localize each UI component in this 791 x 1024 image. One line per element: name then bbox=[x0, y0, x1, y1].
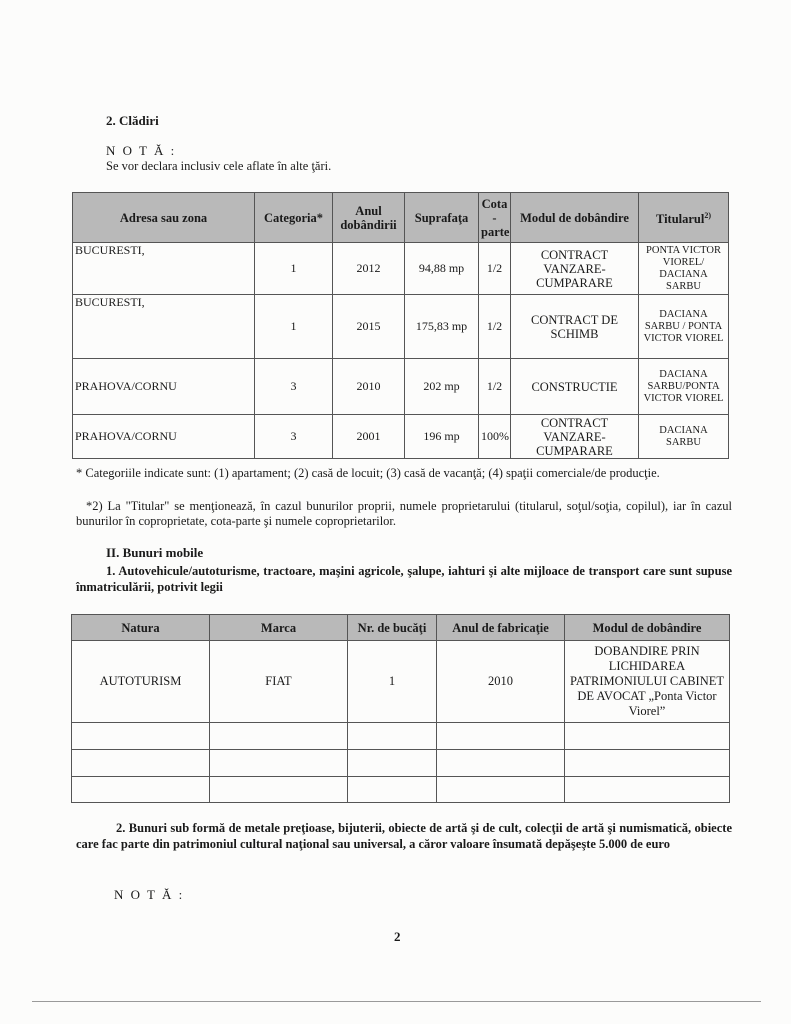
header-nr: Nr. de bucăţi bbox=[348, 615, 437, 641]
cell-an: 2010 bbox=[437, 641, 565, 723]
table-row bbox=[73, 415, 729, 459]
cell-modul: CONTRACT DE SCHIMB bbox=[511, 295, 639, 359]
cell-suprafata: 175,83 mp bbox=[405, 295, 479, 359]
cell-categoria: 1 bbox=[255, 295, 333, 359]
cladiri-header-row bbox=[73, 193, 729, 243]
bottom-rule bbox=[32, 1001, 761, 1002]
header-titularul-text: Titularul bbox=[655, 212, 705, 227]
cell-anul: 2015 bbox=[333, 295, 405, 359]
cell-cota: 1/2 bbox=[479, 243, 511, 295]
cell-suprafata: 196 mp bbox=[405, 415, 479, 459]
table-row-empty bbox=[72, 723, 730, 750]
cell-titular: PONTA VICTOR VIOREL/ DACIANA SARBU bbox=[639, 243, 729, 295]
section-title-bunuri: 2. Bunuri sub formă de metale preţioase, bijuterii, obiecte de artă şi de cult, colecţii de artă şi numismatică, obiecte care fac parte din patrimoniul cultural naţional sau universal, a căror valoare însumată depăşeşte 5.000 de euro bbox=[76, 821, 732, 851]
table-row-empty bbox=[72, 777, 730, 803]
header-anul: Anul dobândirii bbox=[333, 193, 405, 243]
header-categoria: Categoria* bbox=[255, 193, 333, 243]
cell-adresa: PRAHOVA/CORNU bbox=[73, 359, 255, 415]
cell-titular: DACIANA SARBU / PONTA VICTOR VIOREL bbox=[639, 295, 729, 359]
table-row bbox=[73, 295, 729, 359]
cell-anul: 2012 bbox=[333, 243, 405, 295]
header-natura: Natura bbox=[72, 615, 210, 641]
page-number: 2 bbox=[394, 929, 401, 944]
cell-adresa: BUCURESTI, bbox=[73, 295, 255, 359]
cell-categoria: 1 bbox=[255, 243, 333, 295]
header-titularul-sup: 2) bbox=[704, 210, 712, 220]
cell-natura: AUTOTURISM bbox=[72, 641, 210, 723]
cell-suprafata: 202 mp bbox=[405, 359, 479, 415]
nota-text: Se vor declara inclusiv cele aflate în alte ţări. bbox=[106, 159, 332, 173]
cell-modul: CONTRACT VANZARE-CUMPARARE bbox=[511, 415, 639, 459]
cladiri-table bbox=[72, 192, 729, 459]
table-row bbox=[73, 359, 729, 415]
cell-cota: 100% bbox=[479, 415, 511, 459]
header-suprafata: Suprafaţa bbox=[405, 193, 479, 243]
header-modul-auto: Modul de dobândire bbox=[565, 615, 730, 641]
cell-adresa: PRAHOVA/CORNU bbox=[73, 415, 255, 459]
cell-nr: 1 bbox=[348, 641, 437, 723]
header-titularul bbox=[639, 193, 729, 243]
cell-anul: 2010 bbox=[333, 359, 405, 415]
cell-suprafata: 94,88 mp bbox=[405, 243, 479, 295]
header-modul: Modul de dobândire bbox=[511, 193, 639, 243]
cell-marca: FIAT bbox=[210, 641, 348, 723]
nota-label-bunuri: N O T Ă : bbox=[114, 887, 185, 902]
cell-cota: 1/2 bbox=[479, 295, 511, 359]
cell-adresa: BUCURESTI, bbox=[73, 243, 255, 295]
auto-header-row bbox=[72, 615, 730, 641]
auto-table bbox=[71, 614, 730, 803]
table-row bbox=[72, 641, 730, 723]
header-marca: Marca bbox=[210, 615, 348, 641]
table-row-empty bbox=[72, 750, 730, 777]
nota-label: N O T Ă : bbox=[106, 143, 177, 158]
cell-titular: DACIANA SARBU bbox=[639, 415, 729, 459]
cell-categoria: 3 bbox=[255, 359, 333, 415]
cell-anul: 2001 bbox=[333, 415, 405, 459]
header-cota: Cota - parte bbox=[479, 193, 511, 243]
header-an: Anul de fabricaţie bbox=[437, 615, 565, 641]
cell-categoria: 3 bbox=[255, 415, 333, 459]
cell-modul: CONSTRUCTIE bbox=[511, 359, 639, 415]
section-title-cladiri: 2. Clădiri bbox=[106, 113, 159, 128]
footnote-categorii: * Categoriile indicate sunt: (1) apartament; (2) casă de locuit; (3) casă de vacanţă; (4) spaţii comerciale/de producţie. bbox=[76, 466, 660, 480]
cell-titular: DACIANA SARBU/PONTA VICTOR VIOREL bbox=[639, 359, 729, 415]
footnote-titular: *2) La "Titular" se menţionează, în cazul bunurilor proprii, numele proprietarului (titularul, soţul/soţia, copilul), iar în cazul bunurilor în coproprietate, cota-parte şi numele coproprietarilor. bbox=[76, 499, 732, 528]
cell-cota: 1/2 bbox=[479, 359, 511, 415]
table-row bbox=[73, 243, 729, 295]
cell-modul: CONTRACT VANZARE-CUMPARARE bbox=[511, 243, 639, 295]
header-adresa: Adresa sau zona bbox=[73, 193, 255, 243]
section-title-mobile: II. Bunuri mobile bbox=[106, 545, 204, 560]
cell-modul-auto: DOBANDIRE PRIN LICHIDAREA PATRIMONIULUI CABINET DE AVOCAT „Ponta Victor Viorel” bbox=[565, 641, 730, 723]
section-subtitle-mobile: 1. Autovehicule/autoturisme, tractoare, maşini agricole, şalupe, iahturi şi alte mijloace de transport care sunt supuse înmatriculării, potrivit legii bbox=[76, 564, 732, 594]
